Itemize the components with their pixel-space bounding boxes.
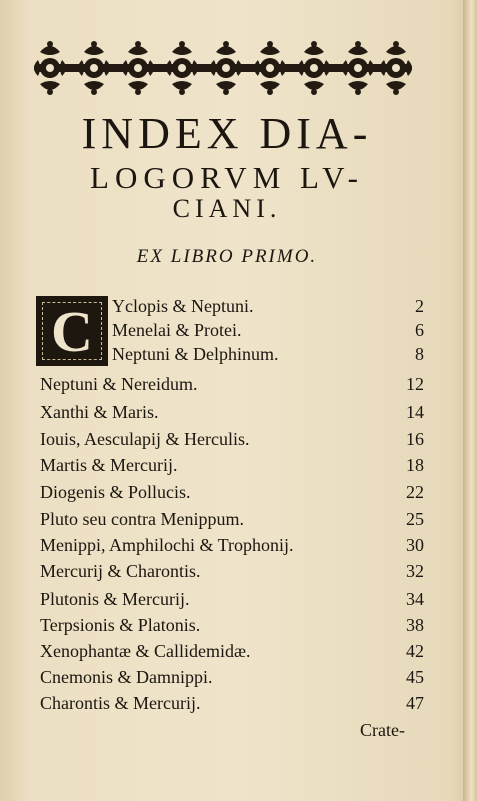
drop-cap [36,296,108,366]
entry-title: Xanthi & Maris. [40,402,159,422]
entry-title: Terpsionis & Platonis. [40,615,201,635]
index-entry [40,693,424,717]
entry-title: Charontis & Mercurij. [40,693,201,713]
entry-page-number: 25 [406,509,424,529]
entry-page-number: 16 [406,429,424,449]
entry-title: Yclopis & Neptuni. [112,296,254,316]
entry-page-number: 38 [406,615,424,635]
entry-page-number: 12 [406,374,424,394]
index-entry [40,482,424,506]
title-line-3: CIANI. [172,194,282,223]
entry-title: Mercurij & Charontis. [40,561,201,581]
index-entry [40,561,424,585]
index-entry [40,509,424,533]
index-entry [40,641,424,665]
entry-page-number: 30 [406,535,424,555]
index-entry [40,615,424,639]
entry-title: Menelai & Protei. [112,320,242,340]
entry-page-number: 32 [406,561,424,581]
page-edge [463,0,477,801]
entry-page-number: 42 [406,641,424,661]
title-line-2: LOGORVM LV- [90,160,364,195]
title-line-1: INDEX DIA- [81,109,373,158]
entry-title: Iouis, Aesculapij & Herculis. [40,429,250,449]
entry-page-number: 22 [406,482,424,502]
index-entry [112,296,424,320]
entry-page-number: 14 [406,402,424,422]
index-entry [40,402,424,426]
section-heading: EX LIBRO PRIMO. [136,246,318,267]
index-entry [40,455,424,479]
index-entry [112,320,424,344]
entry-title: Neptuni & Delphinum. [112,344,279,364]
index-entry [40,374,424,398]
index-entry [40,667,424,691]
entry-title: Plutonis & Mercurij. [40,589,190,609]
entry-page-number: 8 [415,344,424,364]
entry-page-number: 6 [415,320,424,340]
entry-page-number: 2 [415,296,424,316]
entry-page-number: 34 [406,589,424,609]
entry-page-number: 18 [406,455,424,475]
entry-title: Diogenis & Pollucis. [40,482,191,502]
entry-page-number: 45 [406,667,424,687]
index-entry [40,589,424,613]
entry-title: Cnemonis & Damnippi. [40,667,213,687]
headpiece-ornament [28,34,418,106]
index-entry [40,535,424,559]
entry-title: Martis & Mercurij. [40,455,178,475]
index-entry [40,429,424,453]
entry-title: Neptuni & Nereidum. [40,374,198,394]
drop-cap-letter: C [51,298,93,364]
entry-title: Pluto seu contra Menippum. [40,509,244,529]
index-entry [112,344,424,368]
entry-page-number: 47 [406,693,424,713]
catchword: Crate- [360,720,405,740]
entry-title: Menippi, Amphilochi & Trophonij. [40,535,294,555]
entry-title: Xenophantæ & Callidemidæ. [40,641,251,661]
